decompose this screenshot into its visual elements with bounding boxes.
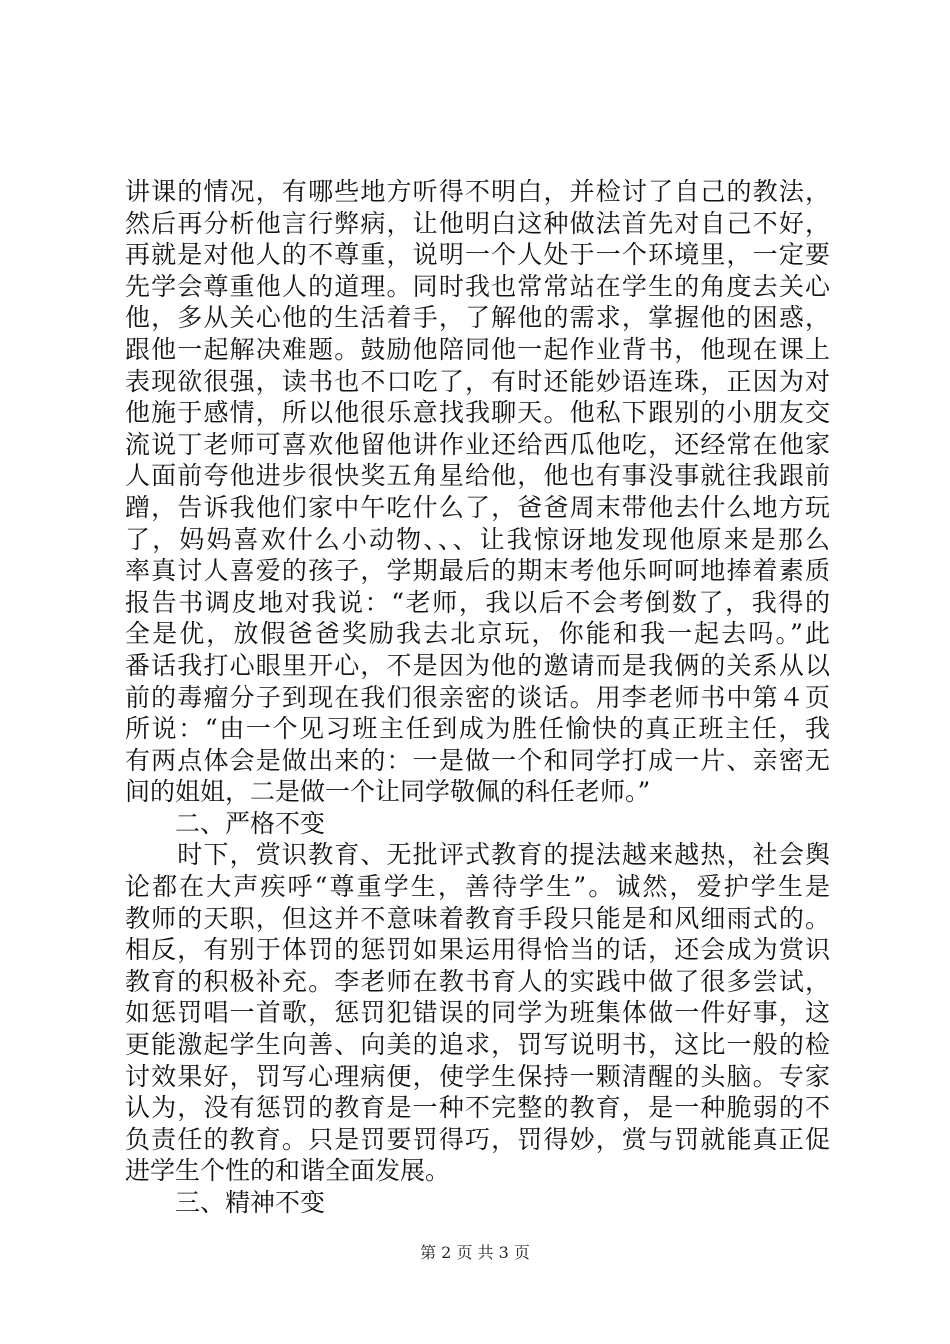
text-line: 前的毒瘤分子到现在我们很亲密的谈话。用李老师书中第４页 <box>125 682 830 712</box>
text-line: 他，多从关心他的生活着手，了解他的需求，掌握他的困惑， <box>125 303 830 333</box>
section-heading-3: 三、精神不变 <box>125 1188 326 1217</box>
text-line: 表现欲很强，读书也不口吃了，有时还能妙语连珠，正因为对 <box>125 366 830 396</box>
text-line: 讲课的情况，有哪些地方听得不明白，并检讨了自己的教法， <box>125 177 830 206</box>
text-line: 认为，没有惩罚的教育是一种不完整的教育，是一种脆弱的不 <box>125 1093 830 1123</box>
paragraph-1 <box>125 176 830 808</box>
text-line: 有两点体会是做出来的：一是做一个和同学打成一片、亲密无 <box>125 745 830 775</box>
text-line: 间的姐姐，二是做一个让同学敬佩的科任老师。” <box>125 777 651 807</box>
text-line: 人面前夸他进步很快奖五角星给他，他也有事没事就往我跟前 <box>125 461 830 491</box>
text-line: 蹭，告诉我他们家中午吃什么了，爸爸周末带他去什么地方玩 <box>125 492 830 522</box>
text-line: 番话我打心眼里开心，不是因为他的邀请而是我俩的关系从以 <box>125 650 830 680</box>
text-line: 率真讨人喜爱的孩子，学期最后的期末考他乐呵呵地捧着素质 <box>125 556 830 586</box>
document-body <box>125 176 830 1219</box>
text-line: 跟他一起解决难题。鼓励他陪同他一起作业背书，他现在课上 <box>125 334 830 364</box>
text-line: 全是优，放假爸爸奖励我去北京玩，你能和我一起去吗。”此 <box>125 619 830 649</box>
text-line: 了，妈妈喜欢什么小动物、、、让我惊讶地发现他原来是那么 <box>125 524 830 554</box>
text-line: 流说丁老师可喜欢他留他讲作业还给西瓜他吃，还经常在他家 <box>125 429 830 459</box>
paragraph-2 <box>125 839 830 1187</box>
page-footer <box>0 1243 950 1263</box>
text-line: 更能激起学生向善、向美的追求，罚写说明书，这比一般的检 <box>125 1030 830 1060</box>
text-line: 先学会尊重他人的道理。同时我也常常站在学生的角度去关心 <box>125 271 830 301</box>
text-line: 进学生个性的和谐全面发展。 <box>125 1156 451 1186</box>
page-indicator: 第 2 页 共 3 页 <box>420 1243 530 1262</box>
text-line: 然后再分析他言行弊病，让他明白这种做法首先对自己不好， <box>125 208 830 238</box>
text-line: 他施于感情，所以他很乐意找我聊天。他私下跟别的小朋友交 <box>125 398 830 428</box>
text-line: 教师的天职，但这并不意味着教育手段只能是和风细雨式的。 <box>125 903 830 933</box>
text-line: 讨效果好，罚写心理病便，使学生保持一颗清醒的头脑。专家 <box>125 1061 830 1091</box>
text-line: 时下，赏识教育、无批评式教育的提法越来越热，社会舆 <box>125 840 830 870</box>
text-line: 再就是对他人的不尊重，说明一个人处于一个环境里，一定要 <box>125 240 830 270</box>
text-line: 如惩罚唱一首歌，惩罚犯错误的同学为班集体做一件好事，这 <box>125 998 830 1028</box>
text-line: 负责任的教育。只是罚要罚得巧，罚得妙，赏与罚就能真正促 <box>125 1124 830 1154</box>
text-line: 教育的积极补充。李老师在教书育人的实践中做了很多尝试， <box>125 966 830 996</box>
text-line: 报告书调皮地对我说：“老师，我以后不会考倒数了，我得的 <box>125 587 830 617</box>
text-line: 相反，有别于体罚的惩罚如果运用得恰当的话，还会成为赏识 <box>125 935 830 965</box>
text-line: 所说：“由一个见习班主任到成为胜任愉快的真正班主任，我 <box>125 714 830 744</box>
text-line: 论都在大声疾呼“尊重学生，善待学生”。诚然，爱护学生是 <box>125 872 830 902</box>
section-heading-2: 二、严格不变 <box>125 808 326 838</box>
